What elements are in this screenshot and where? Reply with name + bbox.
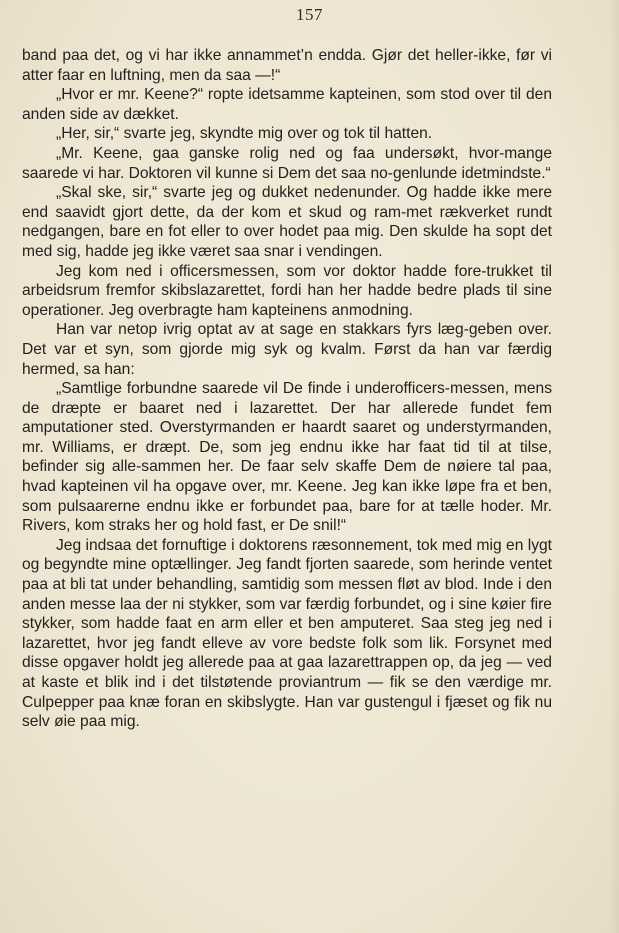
paragraph-8: „Samtlige forbundne saarede vil De finde i underofficers-messen, mens de dræpte er baaret ned i lazarettet. Der har allerede fundet fem amputationer sted. Overstyrmanden er haardt saaret og understyrmanden, mr. Williams, er dræpt. De, som jeg endnu ikke har faat tid til at tilse, befinder sig alle-sammen her. De faar selv skaffe Dem de nøiere tal paa, hvad kapteinen vil ha opgave over, mr. Keene. Jeg kan ikke løpe fra et ben, som pulsaarerne endnu ikke er forbundet paa, bare for at tælle hoder. Mr. Rivers, kom straks her og hold fast, er De snil!“ [22, 380, 552, 535]
paragraph-3: „Her, sir,“ svarte jeg, skyndte mig over og tok til hatten. [56, 125, 433, 143]
paragraph-6: Jeg kom ned i officersmessen, som vor doktor hadde fore-trukket til arbeidsrum fremfor skibslazarettet, fordi han her hadde bedre plads til sine operationer. Jeg overbragte ham kapteinens anmodning. [22, 262, 552, 319]
paragraph-7: Han var netop ivrig optat av at sage en stakkars fyrs læg-geben over. Det var et syn, som gjorde mig syk og kvalm. Først da han var færdig hermed, sa han: [22, 321, 552, 378]
page-number: 157 [296, 5, 323, 24]
paragraph-9: Jeg indsaa det fornuftige i doktorens ræsonnement, tok med mig en lygt og begyndte mine optællinger. Jeg fandt fjorten saarede, som herinde ventet paa at bli tat under behandling, samtidig som messen fløt av blod. Inde i den anden messe laa der ni stykker, som var færdig forbundet, og i sine køier fire stykker, som hadde faat en arm eller et ben amputeret. Saa steg jeg ned i lazarettet, hvor jeg fandt elleve av vore bedste folk som lik. Forsynet med disse opgaver holdt jeg allerede paa at gaa lazarettrappen op, da jeg — ved at kaste et blik ind i det tilstøtende proviantrum — fik se den værdige mr. Culpepper paa knæ foran en skibslygte. Han var gustengul i fjæset og fik nu selv øie paa mig. [22, 536, 552, 731]
paragraph-1: band paa det, og vi har ikke annammet’n endda. Gjør det heller-ikke, før vi atter faar en luftning, men da saa —!“ [22, 47, 552, 84]
page-edge-shadow [609, 0, 619, 933]
paragraph-5: „Skal ske, sir,“ svarte jeg og dukket nedenunder. Og hadde ikke mere end saavidt gjort dette, da der kom et skud og ram-met rækverket rundt nedgangen, bare en fot eller to over hodet paa mig. Den skulde ha sopt det med sig, hadde jeg ikke været saa snar i vendingen. [22, 184, 552, 260]
paragraph-2: „Hvor er mr. Keene?“ ropte idetsamme kapteinen, som stod over til den anden side av dækket. [22, 86, 552, 123]
body-text [22, 46, 552, 732]
paragraph-4: „Mr. Keene, gaa ganske rolig ned og faa undersøkt, hvor-mange saarede vi har. Doktoren vil kunne si Dem det saa no-genlunde idetmindste.“ [22, 144, 552, 182]
